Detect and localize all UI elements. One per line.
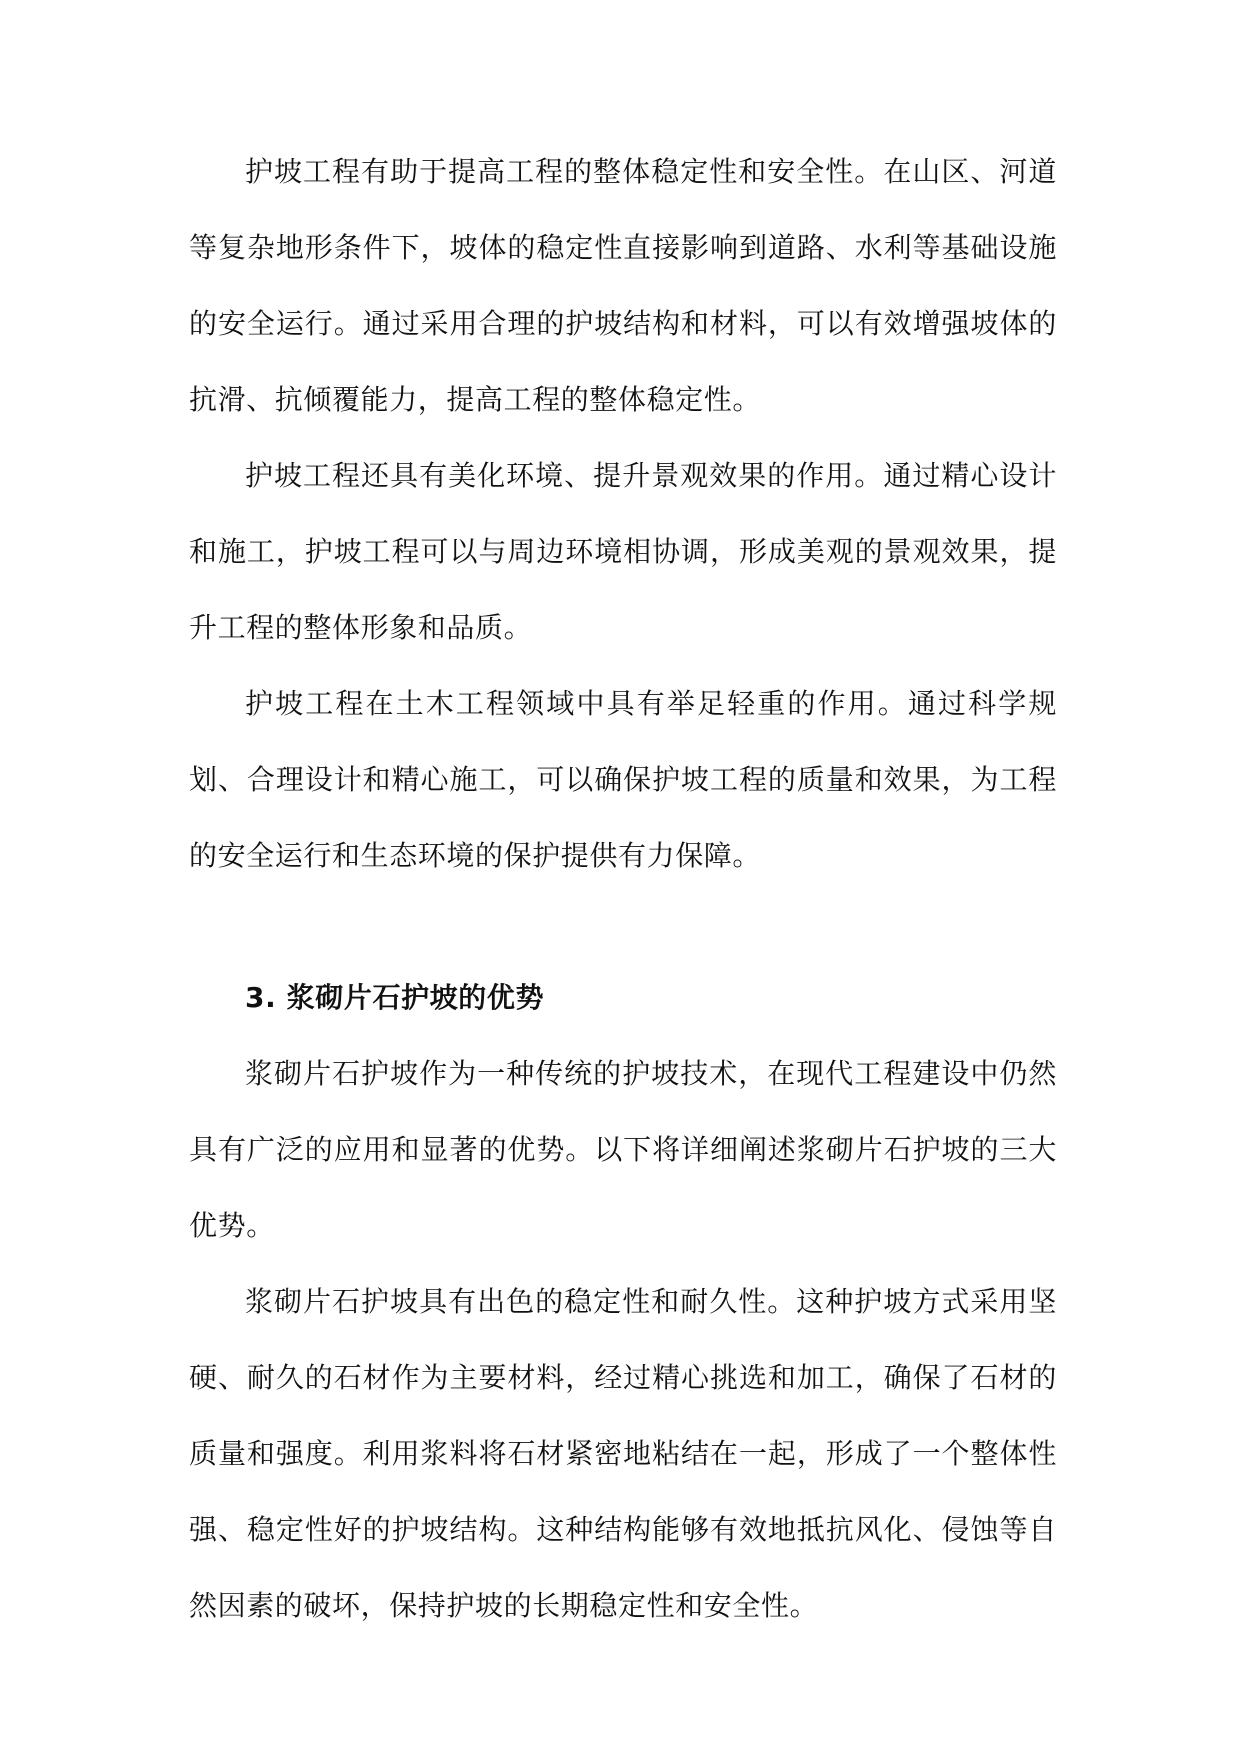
body-paragraph: 浆砌片石护坡作为一种传统的护坡技术，在现代工程建设中仍然具有广泛的应用和显著的优势。以下将详细阐述浆砌片石护坡的三大优势。 — [189, 1057, 1057, 1242]
body-paragraph: 护坡工程还具有美化环境、提升景观效果的作用。通过精心设计和施工，护坡工程可以与周边环境相协调，形成美观的景观效果，提升工程的整体形象和品质。 — [189, 459, 1057, 644]
section-heading: 3. 浆砌片石护坡的优势 — [245, 981, 545, 1014]
body-paragraph: 护坡工程有助于提高工程的整体稳定性和安全性。在山区、河道等复杂地形条件下，坡体的稳定性直接影响到道路、水利等基础设施的安全运行。通过采用合理的护坡结构和材料，可以有效增强坡体的抗滑、抗倾覆能力，提高工程的整体稳定性。 — [189, 155, 1057, 416]
document-body — [189, 134, 1057, 1644]
body-paragraph: 护坡工程在土木工程领域中具有举足轻重的作用。通过科学规划、合理设计和精心施工，可以确保护坡工程的质量和效果，为工程的安全运行和生态环境的保护提供有力保障。 — [189, 687, 1057, 872]
body-paragraph: 浆砌片石护坡具有出色的稳定性和耐久性。这种护坡方式采用坚硬、耐久的石材作为主要材料，经过精心挑选和加工，确保了石材的质量和强度。利用浆料将石材紧密地粘结在一起，形成了一个整体性强、稳定性好的护坡结构。这种结构能够有效地抵抗风化、侵蚀等自然因素的破坏，保持护坡的长期稳定性和安全性。 — [189, 1285, 1057, 1622]
